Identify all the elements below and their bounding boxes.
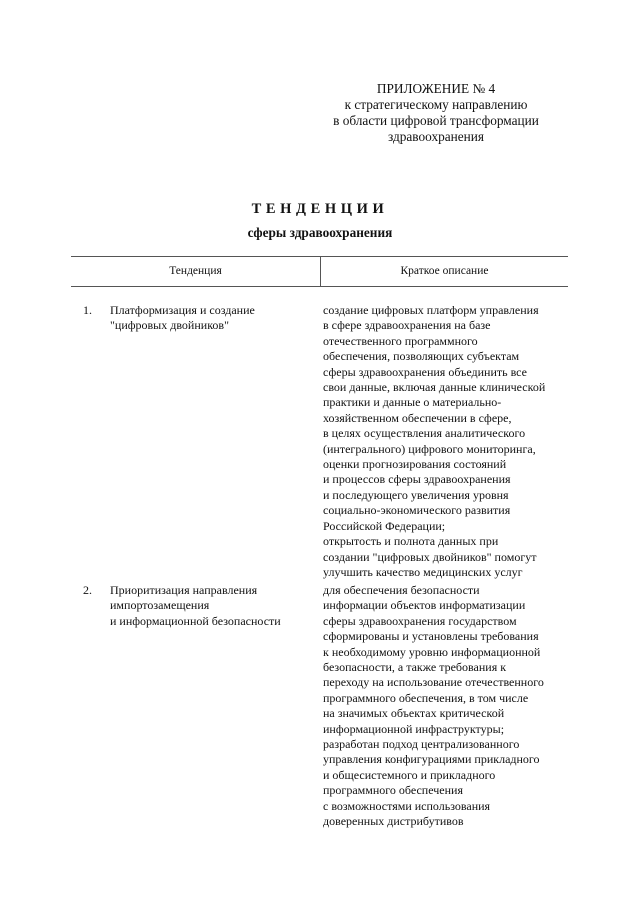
description-line: программного обеспечения (323, 783, 463, 798)
description-line: информации объектов информатизации (323, 598, 526, 613)
trend-description (323, 583, 573, 830)
description-line: практики и данные о материально- (323, 395, 502, 410)
description-line: открытость и полнота данных при (323, 534, 499, 549)
description-line: программного обеспечения, в том числе (323, 690, 529, 705)
description-line: сферы здравоохранения государством (323, 613, 517, 628)
description-line: социально-экономического развития (323, 503, 511, 518)
description-line: доверенных дистрибутивов (323, 814, 464, 829)
description-line: хозяйственном обеспечении в сфере, (323, 410, 512, 425)
row-number: 2. (83, 583, 92, 597)
trend-name-line: и информационной безопасности (110, 613, 281, 628)
description-line: улучшить качество медицинских услуг (323, 564, 523, 579)
description-line: информационной инфраструктуры; (323, 721, 505, 736)
appendix-line: в области цифровой трансформации (333, 113, 539, 128)
trend-name-line: "цифровых двойников" (110, 318, 229, 333)
appendix-line: к стратегическому направлению (344, 97, 528, 112)
trend-name-line: импортозамещения (110, 598, 210, 613)
trend-name (110, 583, 315, 629)
description-line: в целях осуществления аналитического (323, 426, 526, 441)
appendix-line: ПРИЛОЖЕНИЕ № 4 (376, 81, 496, 96)
trend-description (323, 303, 573, 580)
description-line: безопасности, а также требования к (323, 660, 507, 675)
description-line: и процессов сферы здравоохранения (323, 472, 511, 487)
description-line: и общесистемного и прикладного (323, 767, 496, 782)
description-line: разработан подход централизованного (323, 737, 520, 752)
appendix-header (300, 81, 572, 145)
description-line: создании "цифровых двойников" помогут (323, 549, 537, 564)
table-header-rule (71, 286, 568, 287)
description-line: (интегрального) цифрового мониторинга, (323, 441, 536, 456)
trend-name-line: Приоритизация направления (110, 583, 258, 597)
description-line: для обеспечения безопасности (323, 583, 480, 597)
description-line: сформированы и установлены требования (323, 629, 539, 644)
description-line: и последующего увеличения уровня (323, 487, 509, 502)
column-header-description: Краткое описание (400, 265, 489, 277)
description-line: оценки прогнозирования состояний (323, 457, 507, 472)
appendix-line: здравоохранения (387, 129, 485, 144)
row-number: 1. (83, 303, 92, 317)
description-line: обеспечения, позволяющих субъектам (323, 349, 520, 364)
document-title: ТЕНДЕНЦИИ (251, 201, 389, 217)
document-subtitle: сферы здравоохранения (247, 225, 393, 240)
description-line: сферы здравоохранения объединить все (323, 364, 527, 379)
description-line: с возможностями использования (323, 798, 491, 813)
column-header-trend: Тенденция (169, 265, 222, 277)
trend-name-line: Платформизация и создание (110, 303, 255, 317)
description-line: к необходимому уровню информационной (323, 644, 541, 659)
description-line: управления конфигурациями прикладного (323, 752, 540, 767)
description-line: переходу на использование отечественного (323, 675, 544, 690)
description-line: в сфере здравоохранения на базе (323, 318, 491, 333)
description-line: Российской Федерации; (323, 518, 446, 533)
trend-name (110, 303, 315, 334)
description-line: отечественного программного (323, 333, 478, 348)
description-line: на значимых объектах критической (323, 706, 505, 721)
description-line: создание цифровых платформ управления (323, 303, 539, 317)
description-line: свои данные, включая данные клинической (323, 380, 546, 395)
